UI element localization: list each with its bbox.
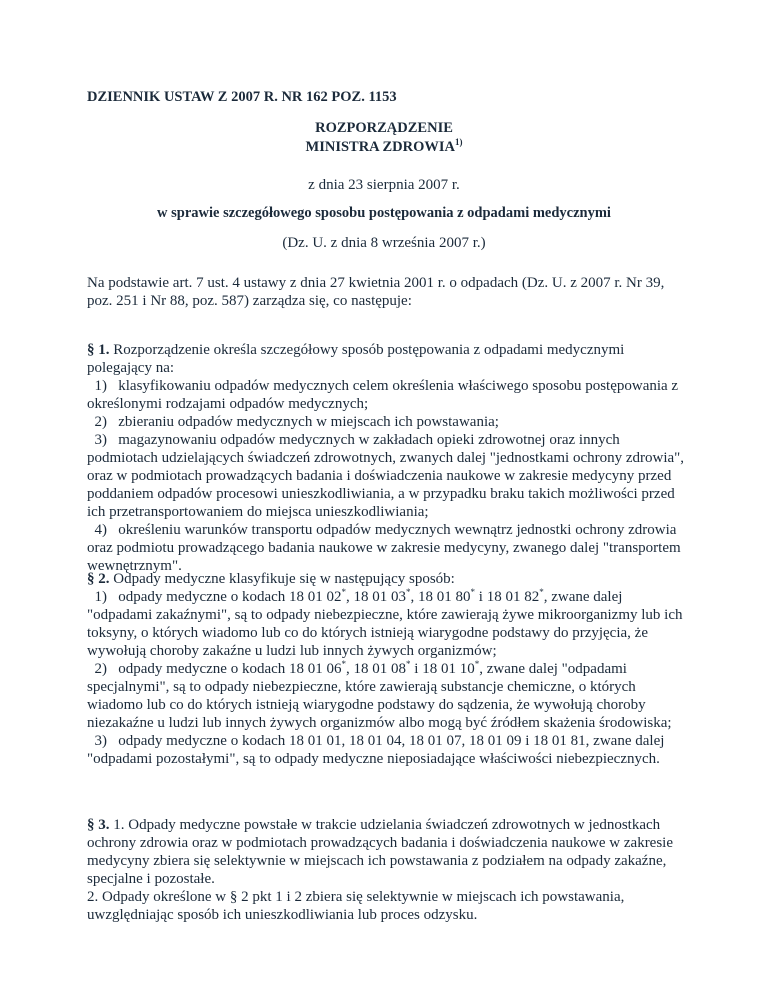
- section-1-item: 4) określeniu warunków transportu odpadów medycznych wewnątrz jednostki ochrony zdrowia oraz podmiotu prowadzącego badania naukowe w zakresie medycyny, zwanego dalej "transportem wewnętrznym".: [87, 522, 681, 574]
- title-line-1: ROZPORZĄDZENIE: [315, 120, 453, 136]
- regulation-title: [87, 119, 681, 157]
- section-3: [87, 816, 687, 924]
- section-3-para-2: 2. Odpady określone w § 2 pkt 1 i 2 zbiera się selektywnie w miejscach ich powstawania, uwzględniając sposób ich unieszkodliwiania lub proces odzysku.: [87, 889, 625, 923]
- section-3-mark: § 3.: [87, 817, 110, 833]
- journal-header: DZIENNIK USTAW Z 2007 R. NR 162 POZ. 1153: [87, 89, 397, 105]
- title-line-2-text: MINISTRA ZDROWIA: [305, 139, 455, 155]
- section-3-para-1: 1. Odpady medyczne powstałe w trakcie udzielania świadczeń zdrowotnych w jednostkach ochrony zdrowia oraz w podmiotach prowadzących badania i doświadczenia naukowe w zakresie medycyny zbiera się selektywnie w miejscach ich powstawania z podziałem na odpady zakaźne, specjalne i pozostałe.: [87, 817, 674, 887]
- section-2-item-1: 1) odpady medyczne o kodach 18 01 02*, 18 01 03*, 18 01 80* i 18 01 82*, zwane dalej "odpadami zakaźnymi", są to odpady niebezpieczne, które zawierają żywe mikroorganizmy lub ich toksyny, o których wiadomo lub co do których istnieją wiarygodne podstawy do przyjęcia, że wywołują choroby zakaźne u ludzi lub innych żywych organizmów;: [87, 587, 683, 659]
- preamble-text: Na podstawie art. 7 ust. 4 ustawy z dnia 27 kwietnia 2001 r. o odpadach (Dz. U. z 2007 r. Nr 39, poz. 251 i Nr 88, poz. 587) zarządza się, co następuje:: [87, 275, 665, 309]
- section-2-mark: § 2.: [87, 571, 110, 587]
- regulation-subject: w sprawie szczegółowego sposobu postępowania z odpadami medycznymi: [157, 205, 611, 221]
- regulation-source: (Dz. U. z dnia 8 września 2007 r.): [282, 235, 486, 251]
- title-line-2: [87, 138, 681, 157]
- section-1-item: 2) zbieraniu odpadów medycznych w miejscach ich powstawania;: [87, 414, 499, 430]
- regulation-date: z dnia 23 sierpnia 2007 r.: [308, 177, 460, 193]
- preamble: [87, 274, 687, 310]
- section-1-intro: Rozporządzenie określa szczegółowy sposób postępowania z odpadami medycznymi polegający na:: [87, 342, 625, 376]
- section-1-mark: § 1.: [87, 342, 110, 358]
- section-1-item: 1) klasyfikowaniu odpadów medycznych celem określenia właściwego sposobu postępowania z określonymi rodzajami odpadów medycznych;: [87, 378, 679, 412]
- section-2-intro: Odpady medyczne klasyfikuje się w następujący sposób:: [109, 571, 455, 587]
- section-1-item: 3) magazynowaniu odpadów medycznych w zakładach opieki zdrowotnej oraz innych podmiotach udzielających świadczeń zdrowotnych, zwanych dalej "jednostkami ochrony zdrowia", oraz w podmiotach prowadzących badania i doświadczenia naukowe w zakresie medycyny przed poddaniem odpadów procesowi unieszkodliwiania, a w przypadku braku takich możliwości przed ich przetransportowaniem do miejsca unieszkodliwiania;: [87, 432, 685, 520]
- section-2-item-3: 3) odpady medyczne o kodach 18 01 01, 18 01 04, 18 01 07, 18 01 09 i 18 01 81, zwane dalej "odpadami pozostałymi", są to odpady medyczne nieposiadające właściwości niebezpiecznych.: [87, 733, 665, 767]
- section-2-item-2: 2) odpady medyczne o kodach 18 01 06*, 18 01 08* i 18 01 10*, zwane dalej "odpadami specjalnymi", są to odpady niebezpieczne, które zawierają substancje chemiczne, o których wiadomo lub co do których istnieją wiarygodne podstawy do sądzenia, że wywołują choroby niezakaźne u ludzi lub innych żywych organizmów albo mogą być źródłem skażenia środowiska;: [87, 659, 672, 731]
- section-1: [87, 341, 687, 575]
- title-footnote-mark[interactable]: 1): [454, 137, 463, 148]
- section-2: [87, 570, 687, 768]
